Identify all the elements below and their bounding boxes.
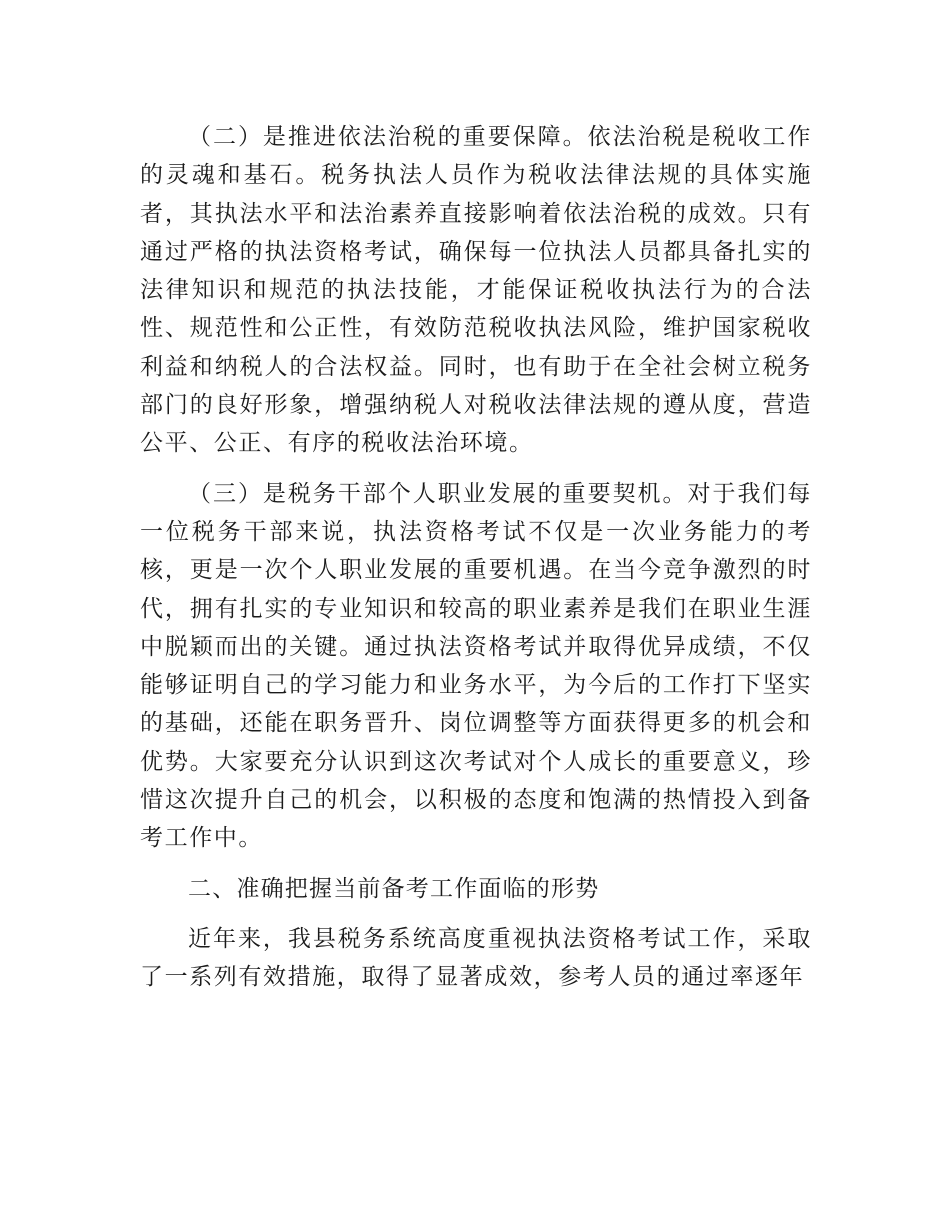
paragraph-career-development: （三）是税务干部个人职业发展的重要契机。对于我们每一位税务干部来说，执法资格考试不仅是一次业务能力的考核，更是一次个人职业发展的重要机遇。在当今竞争激烈的时代，拥有扎实的专业知识和较高的职业素养是我们在职业生涯中脱颖而出的关键。通过执法资格考试并取得优异成绩，不仅能够证明自己的学习能力和业务水平，为今后的工作打下坚实的基础，还能在职务晋升、岗位调整等方面获得更多的机会和优势。大家要充分认识到这次考试对个人成长的重要意义，珍惜这次提升自己的机会，以积极的态度和饱满的热情投入到备考工作中。 — [140, 480, 812, 852]
section-heading: 二、准确把握当前备考工作面临的形势 — [188, 875, 600, 902]
document-body — [140, 118, 812, 1009]
paragraph-guarantee-rule-of-law: （二）是推进依法治税的重要保障。依法治税是税收工作的灵魂和基石。税务执法人员作为税收法律法规的具体实施者，其执法水平和法治素养直接影响着依法治税的成效。只有通过严格的执法资格考试，确保每一位执法人员都具备扎实的法律知识和规范的执法技能，才能保证税收执法行为的合法性、规范性和公正性，有效防范税收执法风险，维护国家税收利益和纳税人的合法权益。同时，也有助于在全社会树立税务部门的良好形象，增强纳税人对税收法律法规的遵从度，营造公平、公正、有序的税收法治环境。 — [140, 124, 812, 457]
paragraph-recent-years: 近年来，我县税务系统高度重视执法资格考试工作，采取了一系列有效措施，取得了显著成效，参考人员的通过率逐年 — [140, 925, 812, 991]
